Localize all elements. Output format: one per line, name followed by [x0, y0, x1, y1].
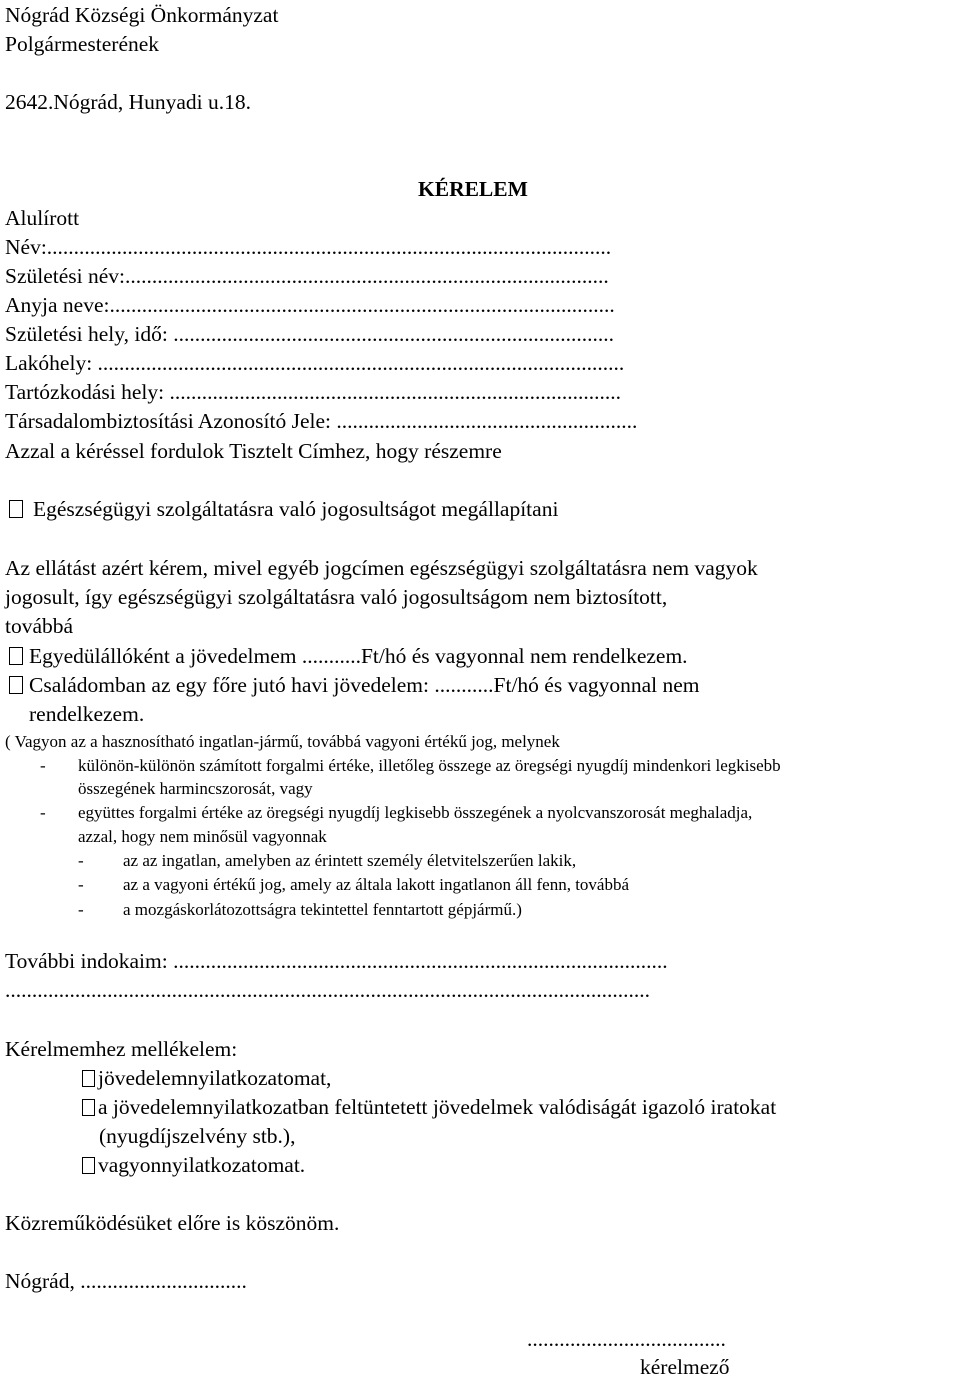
note-subitem: a mozgáskorlátozottságra tekintettel fenntartott gépjármű.): [123, 900, 522, 919]
reason-line: Az ellátást azért kérem, mivel egyéb jogcímen egészségügyi szolgáltatásra nem vagyok: [5, 556, 758, 580]
header-line1: Nógrád Községi Önkormányzat: [5, 3, 279, 27]
option-family: [9, 672, 700, 698]
signature-line: .....................................: [527, 1327, 726, 1351]
note-item: összegének harmincszorosát, vagy: [78, 779, 313, 798]
header-line2: Polgármesterének: [5, 32, 160, 56]
attachment-item-cont: (nyugdíjszelvény stb.),: [99, 1124, 296, 1148]
note-item: különön-különön számított forgalmi értéke, illetőleg összege az öregségi nyugdíj mindenkori legkisebb: [78, 756, 781, 775]
checkbox-icon[interactable]: [9, 647, 23, 665]
further-reasons-line: ........................................................................................................................: [5, 978, 650, 1002]
checkbox-icon[interactable]: [82, 1157, 95, 1174]
note-intro: ( Vagyon az a hasznosítható ingatlan-jármű, továbbá vagyoni értékű jog, melynek: [5, 732, 560, 751]
note-subitem: az a vagyoni értékű jog, amely az általa lakott ingatlanon áll fenn, továbbá: [123, 875, 630, 894]
attachment-item-label: vagyonnyilatkozatomat.: [98, 1153, 306, 1177]
field-name: Név:.........................................................................................................: [5, 235, 612, 259]
field-birth-place-date: Születési hely, idő: ..................................................................................: [5, 322, 614, 346]
checkbox-icon[interactable]: [9, 500, 23, 518]
note-item: együttes forgalmi értéke az öregségi nyugdíj legkisebb összegének a nyolcvanszorosát meghaladja,: [78, 803, 753, 822]
field-residence: Lakóhely: ..................................................................................................: [5, 351, 625, 375]
note-dash: -: [40, 803, 46, 822]
note-item: azzal, hogy nem minősül vagyonnak: [78, 827, 327, 846]
signature-label: kérelmező: [640, 1355, 730, 1379]
document-title: KÉRELEM: [418, 177, 528, 201]
attachment-item-label: a jövedelemnyilatkozatban feltüntetett jövedelmek valódiságát igazoló iratokat: [98, 1095, 777, 1119]
place-date: Nógrád, ...............................: [5, 1269, 247, 1293]
field-mother-name: Anyja neve:..............................................................................................: [5, 293, 615, 317]
note-dash: -: [78, 875, 84, 894]
option-single: [9, 643, 688, 669]
reason-line: jogosult, így egészségügyi szolgáltatásra való jogosultságom nem biztosított,: [5, 585, 668, 609]
field-birth-name: Születési név:..........................................................................................: [5, 264, 609, 288]
note-dash: -: [40, 756, 46, 775]
attachment-item: [82, 1065, 331, 1091]
further-reasons-label: További indokaim: ............................................................................................: [5, 949, 668, 973]
note-dash: -: [78, 851, 84, 870]
field-taj-number: Társadalombiztosítási Azonosító Jele: ........................................................: [5, 409, 638, 433]
note-subitem: az az ingatlan, amelyben az érintett személy életvitelszerűen lakik,: [123, 851, 577, 870]
request-text: Azzal a kéréssel fordulok Tisztelt Címhez, hogy részemre: [5, 439, 502, 463]
form-intro: Alulírott: [5, 206, 80, 230]
checkbox-icon[interactable]: [82, 1099, 95, 1116]
option-family-label: Családomban az egy főre jutó havi jövedelem: ...........Ft/hó és vagyonnal nem: [29, 673, 700, 697]
request-option-label: Egészségügyi szolgáltatásra való jogosultságot megállapítani: [33, 497, 559, 521]
request-option: [9, 496, 558, 522]
reason-line: továbbá: [5, 614, 74, 638]
attachment-item: [82, 1094, 776, 1120]
closing-text: Közreműködésüket előre is köszönöm.: [5, 1211, 340, 1235]
note-dash: -: [78, 900, 84, 919]
attachment-item-label: jövedelemnyilatkozatomat,: [98, 1066, 332, 1090]
field-temporary-residence: Tartózkodási hely: ....................................................................................: [5, 380, 621, 404]
option-single-label: Egyedülállóként a jövedelmem ...........Ft/hó és vagyonnal nem rendelkezem.: [29, 644, 688, 668]
checkbox-icon[interactable]: [82, 1070, 95, 1087]
option-family-cont: rendelkezem.: [29, 702, 145, 726]
attachments-label: Kérelmemhez mellékelem:: [5, 1037, 238, 1061]
checkbox-icon[interactable]: [9, 676, 23, 694]
attachment-item: [82, 1152, 305, 1178]
header-address: 2642.Nógrád, Hunyadi u.18.: [5, 90, 252, 114]
